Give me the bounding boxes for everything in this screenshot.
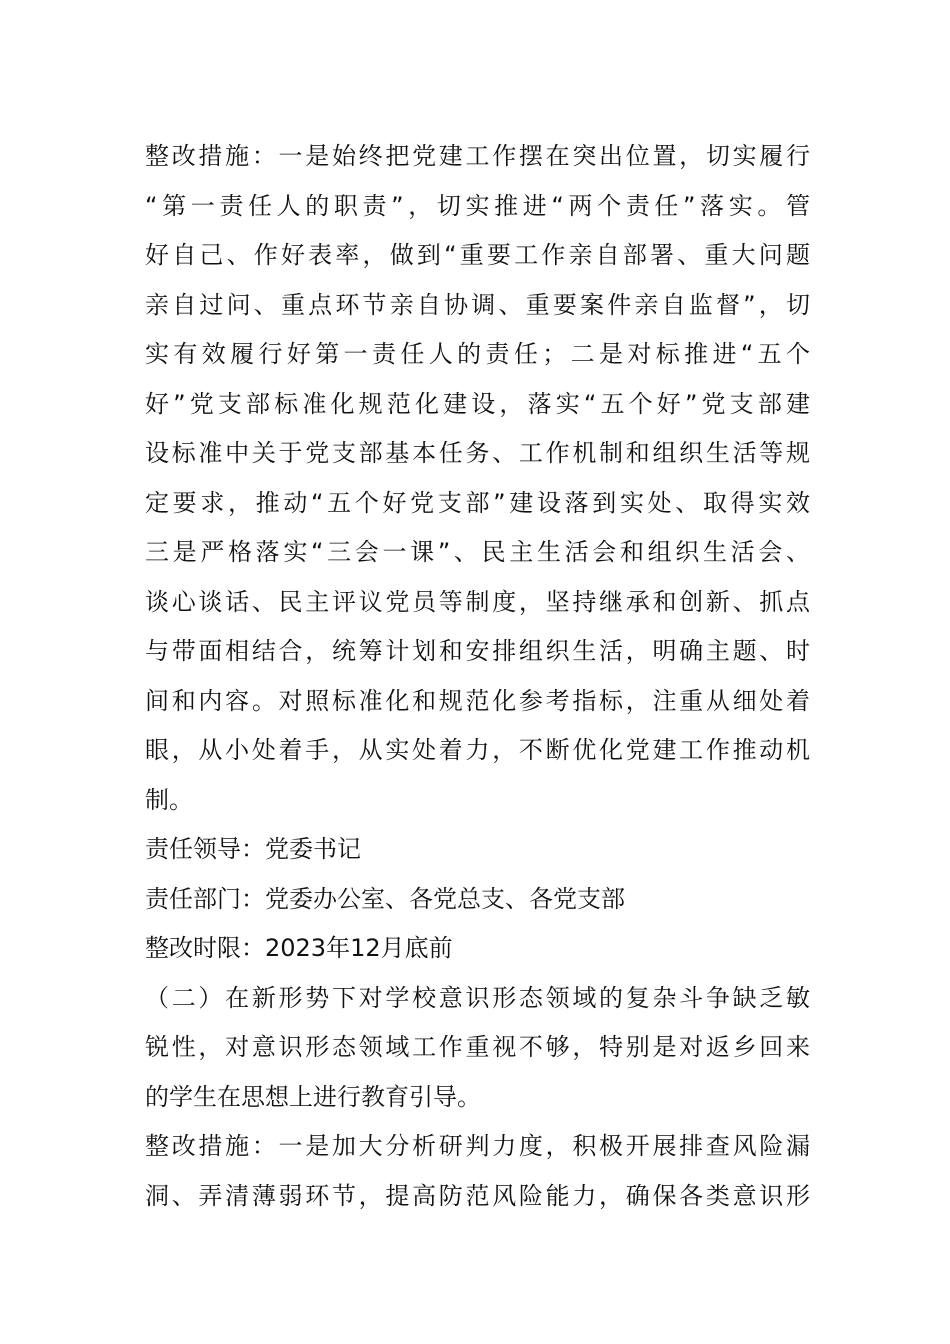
measures-line: 制。 — [145, 785, 193, 814]
responsible-department: 责任部门：党委办公室、各党总支、各党支部 — [145, 884, 625, 913]
measures-line: 与带面相结合，统筹计划和安排组织生活，明确主题、时 — [145, 637, 810, 665]
measures-line: 整改措施：一是加大分析研判力度，积极开展排查风险漏 — [145, 1132, 810, 1160]
measures-line: 好自己、作好表率，做到“重要工作亲自部署、重大问题 — [145, 241, 810, 269]
problem-line: 的学生在思想上进行教育引导。 — [145, 1082, 481, 1111]
problem-line: 锐性，对意识形态领域工作重视不够，特别是对返乡回来 — [145, 1033, 810, 1061]
document-body — [145, 132, 810, 1221]
measures-line: 亲自过问、重点环节亲自协调、重要案件亲自监督”，切 — [145, 290, 810, 319]
measures-line: 眼，从小处着手，从实处着力，不断优化党建工作推动机 — [145, 736, 810, 764]
measures-line: 三是严格落实“三会一课”、民主生活会和组织生活会、 — [145, 538, 810, 566]
deadline: 整改时限：2023年12月底前 — [145, 934, 453, 962]
measures-line: 谈心谈话、民主评议党员等制度，坚持继承和创新、抓点 — [145, 587, 810, 616]
measures-line: “第一责任人的职责”，切实推进“两个责任”落实。管 — [145, 191, 810, 220]
responsible-leader: 责任领导：党委书记 — [145, 835, 361, 863]
problem-line: （二）在新形势下对学校意识形态领域的复杂斗争缺乏敏 — [145, 983, 810, 1012]
measures-line: 定要求，推动“五个好党支部”建设落到实处、取得实效 — [145, 488, 810, 517]
measures-line: 设标准中关于党支部基本任务、工作机制和组织生活等规 — [145, 439, 810, 467]
measures-line: 间和内容。对照标准化和规范化参考指标，注重从细处着 — [145, 686, 810, 715]
measures-line: 实有效履行好第一责任人的责任；二是对标推进“五个 — [145, 340, 810, 368]
measures-line: 好”党支部标准化规范化建设，落实“五个好”党支部建 — [145, 389, 810, 418]
measures-line: 整改措施：一是始终把党建工作摆在突出位置，切实履行 — [145, 142, 810, 170]
measures-line: 洞、弄清薄弱环节，提高防范风险能力，确保各类意识形 — [145, 1181, 810, 1210]
